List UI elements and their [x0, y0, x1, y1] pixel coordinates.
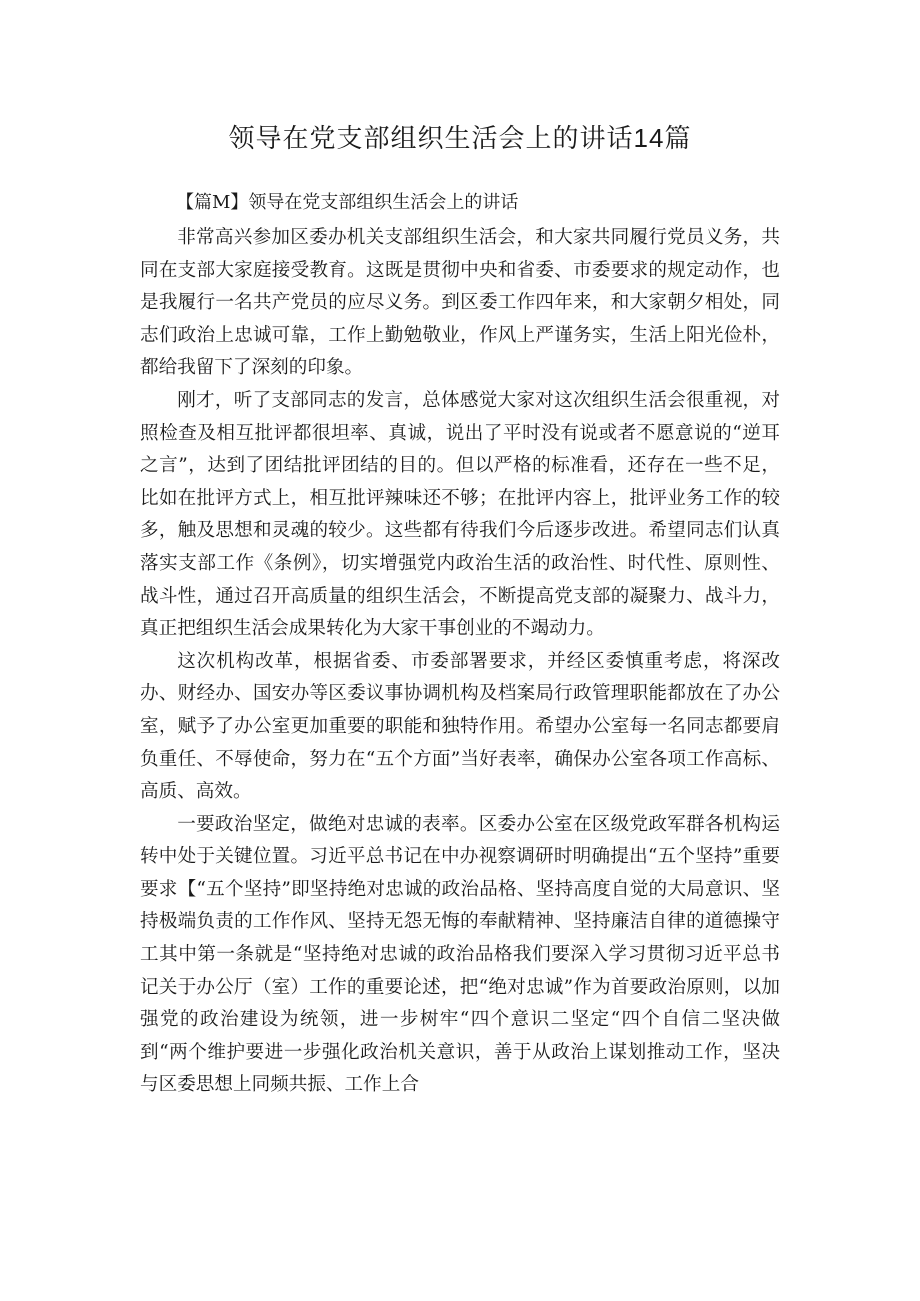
paragraph: 这次机构改革，根据省委、市委部署要求，并经区委慎重考虑，将深改办、财经办、国安办等区委议事协调机构及档案局行政管理职能都放在了办公室，赋予了办公室更加重要的职能和独特作用。希望办公室每一名同志都要肩负重任、不辱使命，努力在“五个方面”当好表率，确保办公室各项工作高标、高质、高效。 [140, 650, 780, 803]
document-title: 领导在党支部组织生活会上的讲话14篇 [228, 123, 692, 153]
section-heading: 【篇M】领导在党支部组织生活会上的讲话 [176, 192, 519, 213]
document-body [140, 222, 780, 1102]
paragraph: 刚才，听了支部同志的发言，总体感觉大家对这次组织生活会很重视，对照检查及相互批评都很坦率、真诚，说出了平时没有说或者不愿意说的“逆耳之言”，达到了团结批评团结的目的。但以严格的标准看，还存在一些不足，比如在批评方式上，相互批评辣味还不够；在批评内容上，批评业务工作的较多，触及思想和灵魂的较少。这些都有待我们今后逐步改进。希望同志们认真落实支部工作《条例》，切实增强党内政治生活的政治性、时代性、原则性、战斗性，通过召开高质量的组织生活会，不断提高党支部的凝聚力、战斗力，真正把组织生活会成果转化为大家干事创业的不竭动力。 [140, 389, 780, 640]
paragraph: 非常高兴参加区委办机关支部组织生活会，和大家共同履行党员义务，共同在支部大家庭接受教育。这既是贯彻中央和省委、市委要求的规定动作，也是我履行一名共产党员的应尽义务。到区委工作四年来，和大家朝夕相处，同志们政治上忠诚可靠，工作上勤勉敬业，作风上严谨务实，生活上阳光俭朴，都给我留下了深刻的印象。 [140, 227, 780, 379]
paragraph: 一要政治坚定，做绝对忠诚的表率。区委办公室在区级党政军群各机构运转中处于关键位置。习近平总书记在中办视察调研时明确提出“五个坚持”重要要求【“五个坚持”即坚持绝对忠诚的政治品格、坚持高度自觉的大局意识、坚持极端负责的工作作风、坚持无怨无悔的奉献精神、坚持廉洁自律的道德操守工其中第一条就是“坚持绝对忠诚的政治品格我们要深入学习贯彻习近平总书记关于办公厅（室）工作的重要论述，把“绝对忠诚”作为首要政治原则，以加强党的政治建设为统领，进一步树牢“四个意识二坚定“四个自信二坚决做到“两个维护要进一步强化政治机关意识，善于从政治上谋划推动工作，坚决与区委思想上同频共振、工作上合 [140, 813, 780, 1096]
